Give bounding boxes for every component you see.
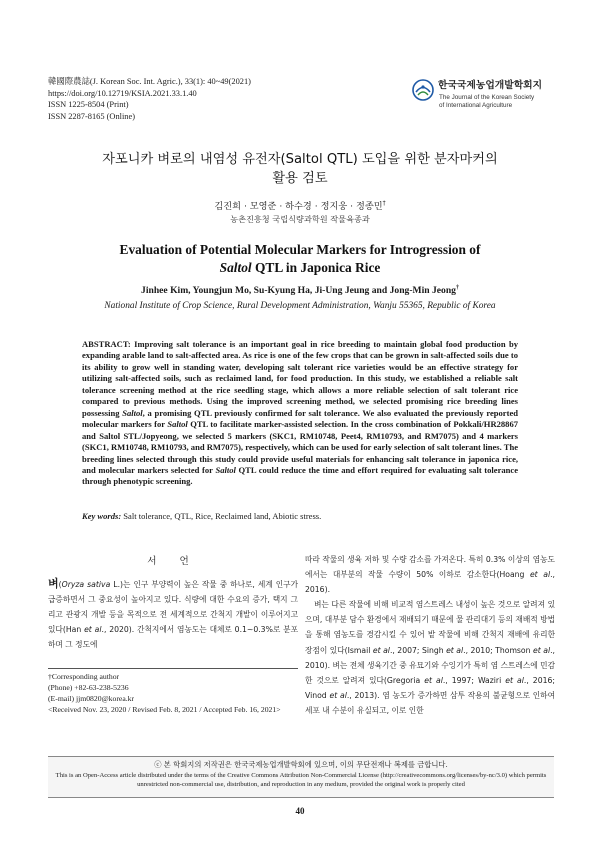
intro-left-column: 벼(Oryza sativa L.)는 인구 부양력이 높은 작물 중 하나로, 세계 인구가 급증하면서 그 중요성이 높아지고 있다. 식량에 대한 수요의 증가, 택지 그리고 관광지 개발 등을 목적으로 전 세계적으로 간척지 개발이 이루어지고 있다(Han et al., 2020). 간척지에서 염농도는 대체로 0.1~0.3%로 분포하며 그 정도에: [48, 577, 299, 650]
intro-right-column: 따라 작물의 생육 저하 및 수량 감소를 가져온다. 특히 0.3% 이상의 염농도에서는 대부분의 작물 수량이 50% 이하로 감소한다(Hoang et al., 2016). 벼는 다른 작물에 비해 비교적 염스트레스 내성이 높은 것으로 알려져 있으며, 대부분 담수 환경에서 재배되기 때문에 물 관리대기 등의 재배적 방법을 통해 염농도를 경감시킬 수 있어 밭 작물에 비해 간척지 재배에 유리한 장점이 있다(Ismail et al., 2007; Singh et al., 2010; Thomson et al., 2010). 벼는 전체 생육기간 중 유묘기와 수잉기가 특히 염 스트레스에 민감한 것으로 알려져 있다(Gregoria et al., 1997; Waziri et al., 2016; Vinod et al., 2013). 염 농도가 증가하면 삼투 작용의 불균형으로 인하여 세포 내 수분이 유실되고, 이로 인한: [305, 555, 555, 715]
copyright-notice: ⓒ 본 학회지의 저작권은 한국국제농업개발학회에 있으며, 이의 무단전재나 복제를 금합니다.: [154, 760, 448, 769]
author-email[interactable]: (E-mail) jjm0820@korea.kr: [48, 694, 135, 703]
society-emblem-icon: [412, 79, 434, 101]
page-number: 40: [295, 806, 305, 816]
korean-authors: 김진희 · 모영준 · 하수경 · 정지웅 · 정종민†: [214, 199, 386, 212]
open-access-license: This is an Open-Access article distributed under the terms of the Creative Commons Attribution Non-Commercial License (http://creativecommons.org/licenses/by-nc/3.0) which permits unrestricted non-commercial use, distribution, and reproduction in any medium, provided the original work is properly cited: [55, 772, 547, 788]
citation-line: 韓國際農誌(J. Korean Soc. Int. Agric.), 33(1): 40~49(2021): [48, 77, 251, 86]
abstract: ABSTRACT: Improving salt tolerance is an important goal in rice breeding to maintain global food production by expanding arable land to salt-affected area. As rice is one of the few crops that can be grown in salt-affected soils due to its ability to grow well in standing water, developing salt tolerant rice varieties would be an effective strategy for utilizing salt-affected soils, such as reclaimed land, for food production. In this study, we established a reliable salt tolerance screening method at the rice seedling stage, which allows a more reliable selection of salt tolerant rice compared to previous methods. Using the improved screening method, we selected promising rice breeding lines possessing Saltol, a promising QTL previously confirmed for salt tolerance. We also evaluated the previously reported molecular markers for Saltol QTL to facilitate marker-assisted selection. In the cross combination of Pokkali/HR28867 and Saltol STL/Jopyeong, we selected 5 markers (SKC1, RM10748, Peet4, RM10793, and RM7075) and 4 markers (SKC1, RM10748, RM10793, and RM7075), respectively, which can be used for early selection of salt tolerant lines. The breeding lines selected through this study could provide useful materials for enhancing salt tolerance in japonica rice, and molecular markers selected for Saltol QTL could reduce the time and effort required for evaluating salt tolerance through phenotypic screening.: [82, 339, 518, 487]
issn-online: ISSN 2287-8165 (Online): [48, 111, 136, 121]
keywords: Key words: Salt tolerance, QTL, Rice, Reclaimed land, Abiotic stress.: [82, 511, 322, 521]
society-logo: [412, 76, 558, 120]
issn-print: ISSN 1225-8504 (Print): [48, 100, 129, 110]
korean-affiliation: 농촌진흥청 국립식량과학원 작물육종과: [230, 214, 370, 224]
dropcap: 벼: [48, 577, 59, 590]
corresponding-author-footnote: †Corresponding author (Phone) +82-63-238-5236 (E-mail) jjm0820@korea.kr <Received Nov. 23, 2020 / Revised Feb. 8, 2021 / Accepted Feb. 16, 2021>: [48, 671, 308, 715]
english-authors: Jinhee Kim, Youngjun Mo, Su-Kyung Ha, Ji-Ung Jeung and Jong-Min Jeong†: [141, 285, 459, 297]
english-affiliation: National Institute of Crop Science, Rural Development Administration, Wanju 55365, Republic of Korea: [104, 301, 496, 311]
korean-title: 자포니카 벼로의 내염성 유전자(Saltol QTL) 도입을 위한 분자마커의 활용 검토: [102, 152, 498, 186]
logo-english-name: The Journal of the Korean Society of International Agriculture: [439, 94, 535, 110]
english-title: Evaluation of Potential Molecular Markers for Introgression of Saltol QTL in Japonica Rice: [119, 242, 481, 275]
footnote-rule: [48, 668, 298, 669]
doi-link[interactable]: https://doi.org/10.12719/KSIA.2021.33.1.40: [48, 88, 197, 98]
section-title-introduction: 서 언: [147, 556, 199, 567]
journal-header: [48, 76, 251, 122]
license-box: [48, 756, 554, 798]
logo-korean-name: 한국국제농업개발학회지: [438, 80, 543, 91]
